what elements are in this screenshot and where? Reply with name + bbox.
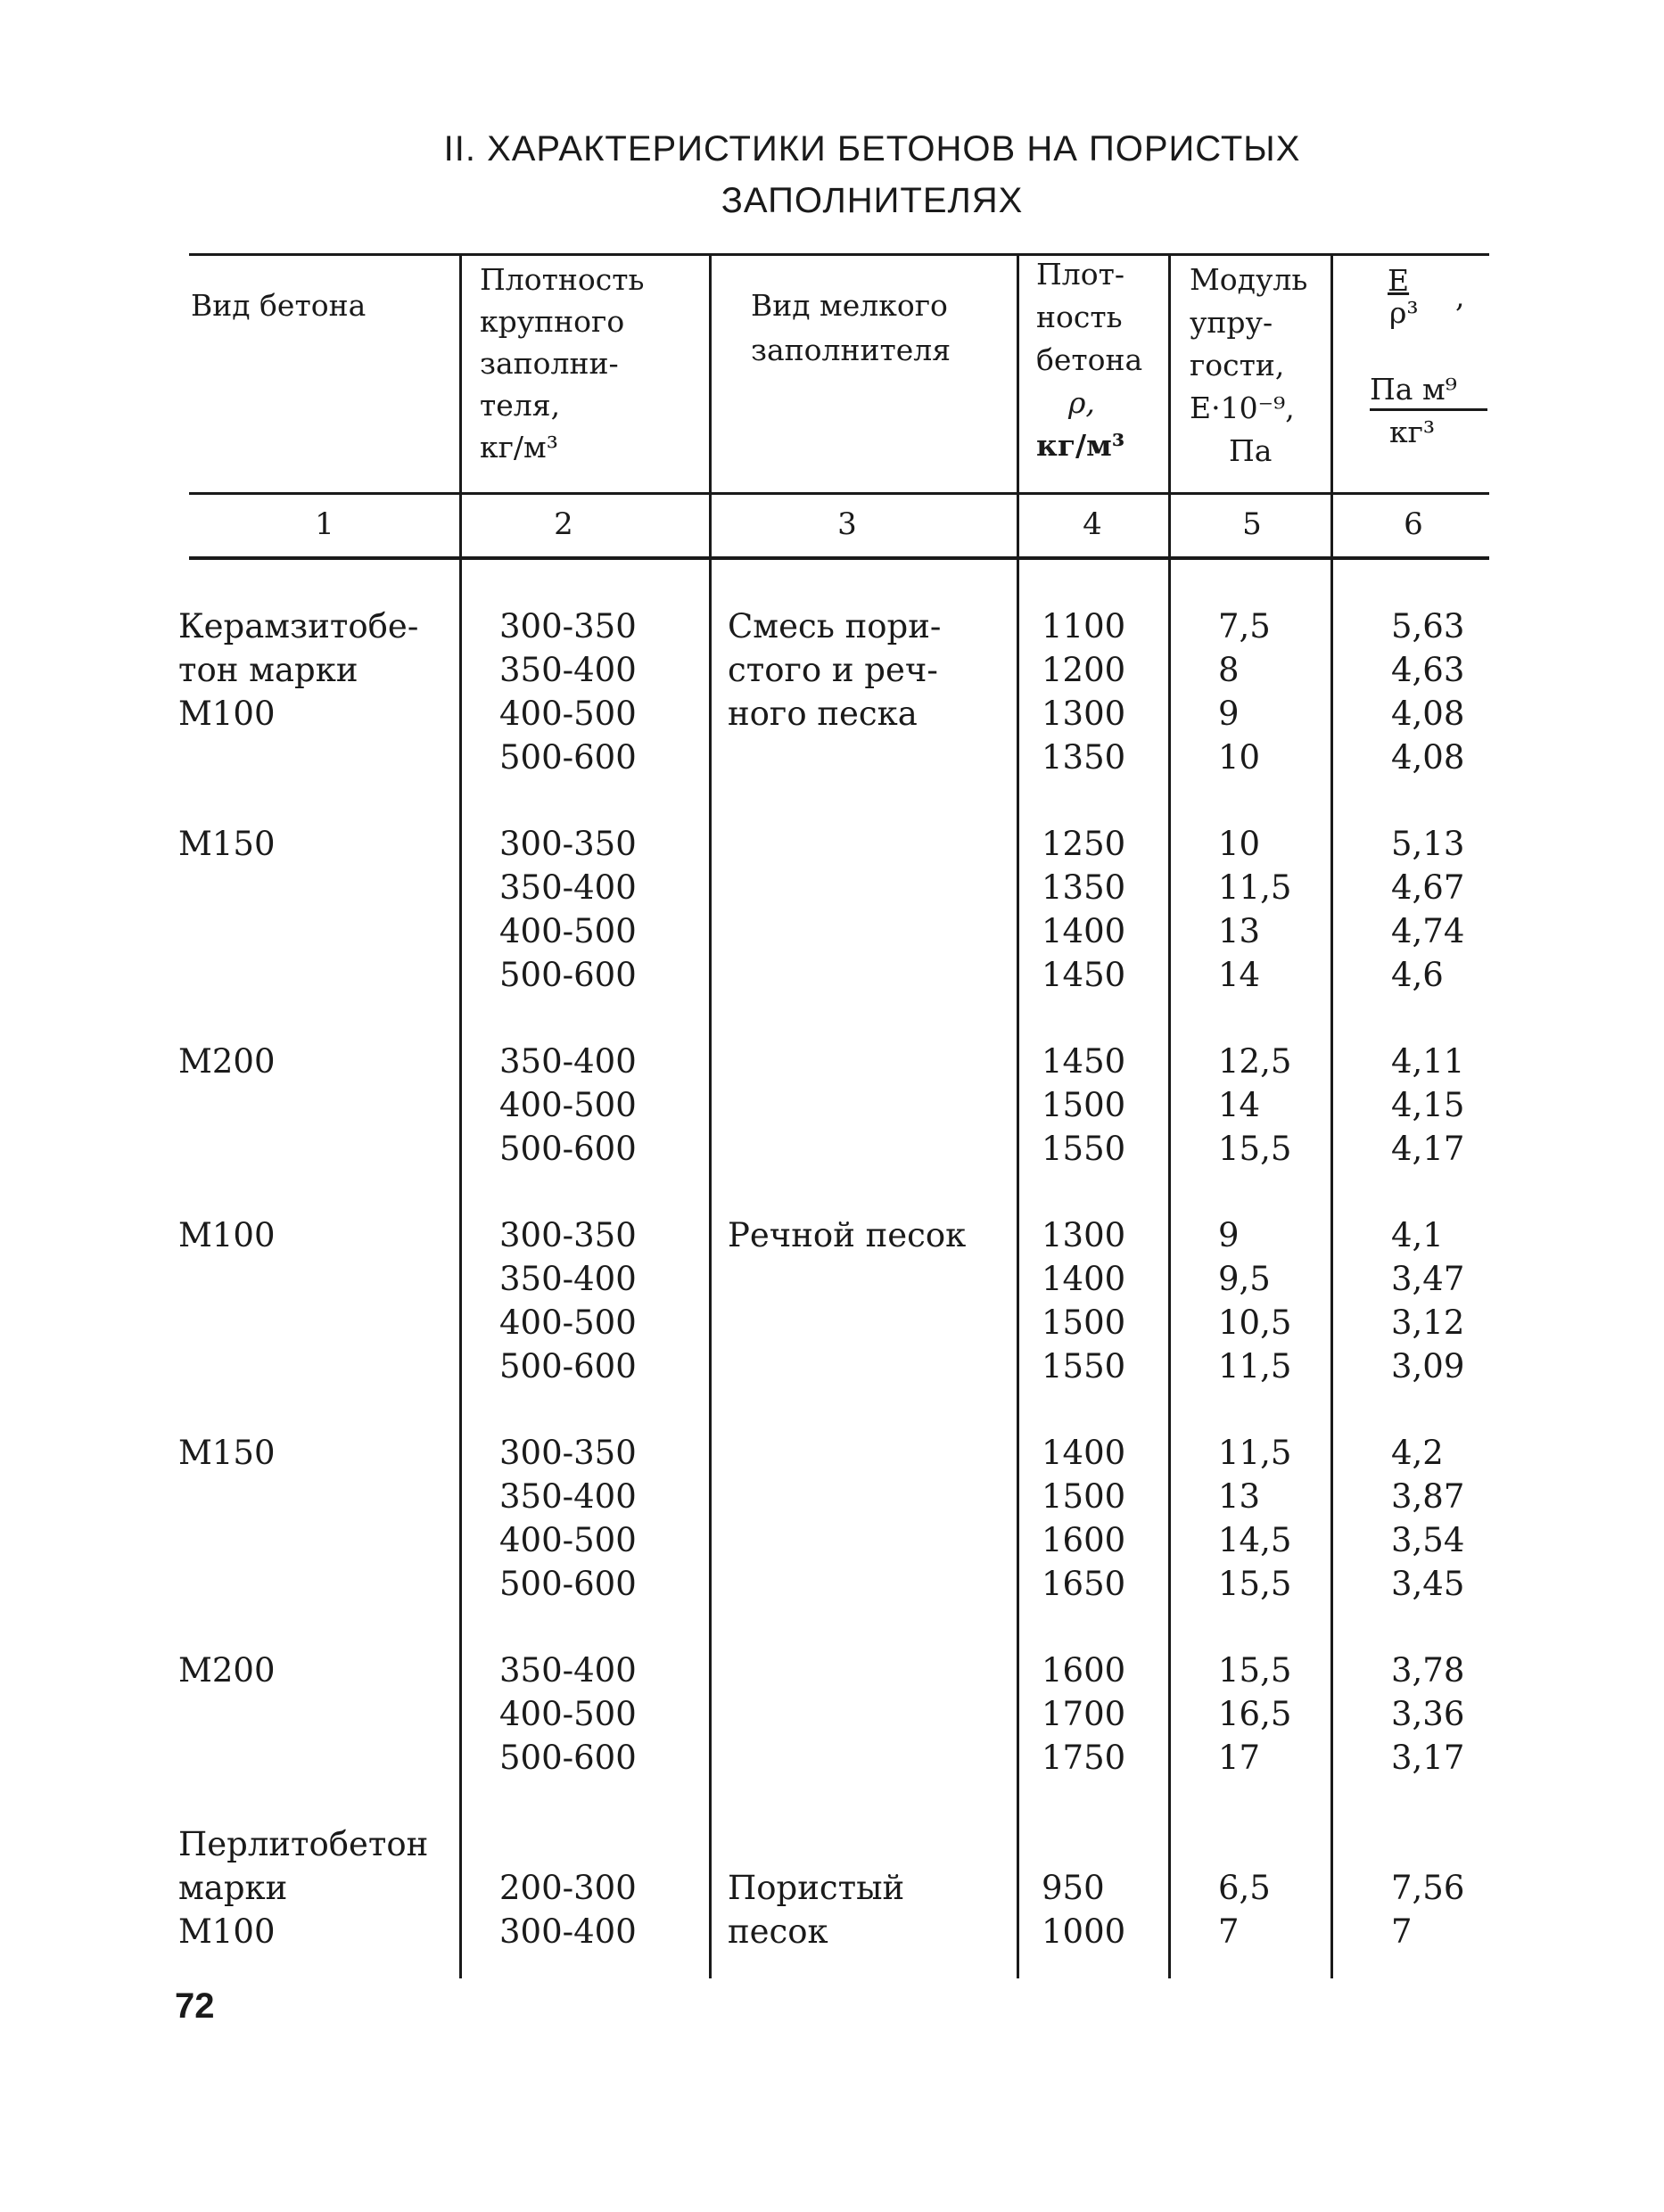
cell-ratio: 3,12: [1391, 1303, 1465, 1342]
cell-concrete-density: 1100: [1042, 607, 1126, 646]
cell-concrete-type: М150: [178, 1434, 276, 1472]
cell-elastic-modulus: 11,5: [1218, 868, 1292, 907]
cell-coarse-density: 500-600: [499, 956, 637, 994]
cell-coarse-density: 500-600: [499, 738, 637, 777]
cell-ratio: 4,11: [1391, 1042, 1465, 1081]
header-col5-line: Модуль: [1190, 262, 1308, 297]
table-row: [0, 822, 1664, 866]
header-col4: [1036, 253, 1142, 467]
column-number: 5: [1242, 506, 1262, 542]
cell-concrete-density: 1550: [1042, 1347, 1126, 1386]
title-line-1: II. ХАРАКТЕРИСТИКИ БЕТОНОВ НА ПОРИСТЫХ: [443, 129, 1301, 169]
cell-coarse-density: 500-600: [499, 1130, 637, 1168]
header-col5-line: Па: [1229, 433, 1273, 468]
table-row: [0, 604, 1664, 648]
cell-ratio: 3,36: [1391, 1695, 1465, 1733]
cell-concrete-density: 1700: [1042, 1695, 1126, 1733]
cell-ratio: 7,56: [1391, 1869, 1465, 1907]
header-col2: [480, 259, 644, 468]
cell-concrete-type: М100: [178, 695, 276, 733]
cell-elastic-modulus: 17: [1218, 1739, 1261, 1777]
cell-ratio: 3,78: [1391, 1651, 1465, 1690]
header-col4-line: бетона: [1036, 342, 1143, 377]
cell-fine-aggregate: песок: [728, 1912, 828, 1951]
cell-concrete-density: 1400: [1042, 1260, 1126, 1298]
cell-coarse-density: 300-350: [499, 607, 637, 646]
cell-ratio: 4,63: [1391, 651, 1465, 689]
numbers-bottom-rule: [189, 556, 1489, 560]
table-row: [0, 1822, 1664, 1866]
header-col5-line: упру-: [1190, 305, 1273, 340]
cell-concrete-density: 1500: [1042, 1086, 1126, 1124]
cell-coarse-density: 350-400: [499, 1477, 637, 1516]
cell-elastic-modulus: 9,5: [1218, 1260, 1271, 1298]
cell-coarse-density: 400-500: [499, 695, 637, 733]
cell-coarse-density: 200-300: [499, 1869, 637, 1907]
column-number: 2: [554, 506, 573, 542]
table-row: [0, 953, 1664, 997]
cell-fine-aggregate: ного песка: [728, 695, 918, 733]
table-row: [0, 1127, 1664, 1171]
table-row: [0, 1475, 1664, 1518]
header-col4-line: ρ,: [1068, 385, 1095, 420]
cell-concrete-density: 1250: [1042, 825, 1126, 863]
header-bottom-rule: [189, 492, 1489, 495]
table-row: [0, 1910, 1664, 1953]
cell-concrete-density: 1650: [1042, 1565, 1126, 1603]
header-col5-line: гости,: [1190, 348, 1285, 382]
cell-ratio: 4,08: [1391, 695, 1465, 733]
header-col2-line: кг/м³: [480, 430, 558, 465]
cell-elastic-modulus: 8: [1218, 651, 1240, 689]
cell-concrete-density: 1400: [1042, 1434, 1126, 1472]
cell-concrete-type: М200: [178, 1651, 276, 1690]
header-col3-line: Вид мелкого: [751, 288, 948, 323]
table-row: [0, 1040, 1664, 1083]
cell-fine-aggregate: Пористый: [728, 1869, 905, 1907]
cell-coarse-density: 500-600: [499, 1565, 637, 1603]
header-col4-line: Плот-: [1036, 257, 1125, 292]
cell-concrete-type: М150: [178, 825, 276, 863]
cell-ratio: 4,74: [1391, 912, 1465, 950]
cell-elastic-modulus: 15,5: [1218, 1565, 1292, 1603]
cell-ratio: 5,13: [1391, 825, 1465, 863]
cell-ratio: 7: [1391, 1912, 1413, 1951]
cell-elastic-modulus: 7: [1218, 1912, 1240, 1951]
cell-concrete-density: 1500: [1042, 1303, 1126, 1342]
cell-coarse-density: 300-350: [499, 1216, 637, 1254]
cell-coarse-density: 400-500: [499, 912, 637, 950]
cell-concrete-density: 1400: [1042, 912, 1126, 950]
cell-coarse-density: 400-500: [499, 1086, 637, 1124]
cell-concrete-type: М100: [178, 1216, 276, 1254]
table-row: [0, 1649, 1664, 1692]
cell-coarse-density: 400-500: [499, 1695, 637, 1733]
cell-concrete-type: Керамзитобе-: [178, 607, 419, 646]
cell-elastic-modulus: 12,5: [1218, 1042, 1292, 1081]
table-row: [0, 692, 1664, 736]
cell-coarse-density: 400-500: [499, 1303, 637, 1342]
cell-elastic-modulus: 14: [1218, 1086, 1261, 1124]
table-row: [0, 1692, 1664, 1736]
cell-elastic-modulus: 10: [1218, 825, 1261, 863]
header-col2-line: крупного: [480, 304, 625, 339]
cell-coarse-density: 350-400: [499, 651, 637, 689]
column-number: 1: [315, 506, 334, 542]
cell-concrete-type: тон марки: [178, 651, 358, 689]
cell-fine-aggregate: стого и реч-: [728, 651, 938, 689]
header-col2-line: заполни-: [480, 346, 619, 381]
cell-concrete-density: 1300: [1042, 1216, 1126, 1254]
cell-ratio: 4,08: [1391, 738, 1465, 777]
cell-ratio: 4,6: [1391, 956, 1444, 994]
header-col1: [191, 284, 366, 328]
cell-coarse-density: 300-350: [499, 825, 637, 863]
table-row: [0, 1866, 1664, 1910]
page-title: [0, 123, 1664, 226]
table-row: [0, 909, 1664, 953]
cell-coarse-density: 500-600: [499, 1739, 637, 1777]
header-col2-line: теля,: [480, 388, 561, 423]
cell-elastic-modulus: 13: [1218, 912, 1261, 950]
header-col5-line: E·10⁻⁹,: [1190, 391, 1295, 425]
cell-concrete-density: 950: [1042, 1869, 1105, 1907]
cell-elastic-modulus: 6,5: [1218, 1869, 1271, 1907]
cell-concrete-type: М200: [178, 1042, 276, 1081]
table-row: [0, 1301, 1664, 1344]
cell-concrete-density: 1300: [1042, 695, 1126, 733]
cell-coarse-density: 350-400: [499, 1042, 637, 1081]
cell-coarse-density: 350-400: [499, 1260, 637, 1298]
cell-ratio: 4,1: [1391, 1216, 1444, 1254]
cell-elastic-modulus: 9: [1218, 695, 1240, 733]
table-top-rule: [189, 253, 1489, 256]
table-row: [0, 866, 1664, 909]
table-row: [0, 736, 1664, 779]
cell-concrete-density: 1350: [1042, 868, 1126, 907]
header-col6-unit-denominator: кг³: [1389, 415, 1436, 449]
cell-fine-aggregate: Смесь пори-: [728, 607, 942, 646]
cell-concrete-density: 1600: [1042, 1651, 1126, 1690]
cell-concrete-type: М100: [178, 1912, 276, 1951]
cell-concrete-type: Перлитобетон: [178, 1825, 429, 1863]
cell-ratio: 3,45: [1391, 1565, 1465, 1603]
cell-concrete-density: 1750: [1042, 1739, 1126, 1777]
cell-elastic-modulus: 14: [1218, 956, 1261, 994]
cell-elastic-modulus: 16,5: [1218, 1695, 1292, 1733]
cell-coarse-density: 350-400: [499, 868, 637, 907]
cell-ratio: 5,63: [1391, 607, 1465, 646]
cell-coarse-density: 300-350: [499, 1434, 637, 1472]
header-col1-line: Вид бетона: [191, 288, 367, 323]
table-row: [0, 1257, 1664, 1301]
title-line-2: ЗАПОЛНИТЕЛЯХ: [721, 181, 1024, 220]
table-row: [0, 1431, 1664, 1475]
cell-concrete-density: 1550: [1042, 1130, 1126, 1168]
cell-concrete-density: 1450: [1042, 956, 1126, 994]
cell-ratio: 3,54: [1391, 1521, 1465, 1559]
table-row: [0, 1736, 1664, 1780]
cell-ratio: 4,17: [1391, 1130, 1465, 1168]
cell-ratio: 3,47: [1391, 1260, 1465, 1298]
cell-ratio: 4,15: [1391, 1086, 1465, 1124]
header-col2-line: Плотность: [480, 262, 645, 297]
header-col6-unit-numerator: Па м⁹: [1370, 372, 1457, 407]
cell-concrete-density: 1000: [1042, 1912, 1126, 1951]
cell-coarse-density: 350-400: [499, 1651, 637, 1690]
table-row: [0, 1344, 1664, 1388]
cell-concrete-density: 1600: [1042, 1521, 1126, 1559]
cell-elastic-modulus: 15,5: [1218, 1651, 1292, 1690]
header-col3-line: заполнителя: [751, 333, 951, 367]
cell-coarse-density: 400-500: [499, 1521, 637, 1559]
cell-concrete-density: 1350: [1042, 738, 1126, 777]
column-number: 6: [1404, 506, 1423, 542]
table-row: [0, 1518, 1664, 1562]
page-number: 72: [175, 1986, 215, 2026]
cell-coarse-density: 300-400: [499, 1912, 637, 1951]
cell-concrete-density: 1450: [1042, 1042, 1126, 1081]
cell-concrete-density: 1200: [1042, 651, 1126, 689]
cell-fine-aggregate: Речной песок: [728, 1216, 967, 1254]
cell-elastic-modulus: 10: [1218, 738, 1261, 777]
cell-concrete-density: 1500: [1042, 1477, 1126, 1516]
column-number: 4: [1083, 506, 1102, 542]
cell-elastic-modulus: 11,5: [1218, 1434, 1292, 1472]
table-row: [0, 1562, 1664, 1606]
cell-elastic-modulus: 7,5: [1218, 607, 1271, 646]
header-col4-line: кг/м³: [1036, 428, 1125, 463]
cell-ratio: 4,2: [1391, 1434, 1444, 1472]
cell-concrete-type: марки: [178, 1869, 288, 1907]
header-col6-denominator: ρ³: [1389, 295, 1419, 330]
column-number: 3: [837, 506, 857, 542]
table-row: [0, 1213, 1664, 1257]
cell-elastic-modulus: 9: [1218, 1216, 1240, 1254]
header-col4-line: ность: [1036, 300, 1123, 334]
cell-ratio: 3,09: [1391, 1347, 1465, 1386]
cell-elastic-modulus: 13: [1218, 1477, 1261, 1516]
cell-elastic-modulus: 14,5: [1218, 1521, 1292, 1559]
header-col6-comma: ,: [1455, 279, 1465, 314]
header-col3: [751, 284, 951, 373]
table-row: [0, 648, 1664, 692]
cell-elastic-modulus: 11,5: [1218, 1347, 1292, 1386]
header-col5: [1190, 259, 1307, 473]
cell-elastic-modulus: 15,5: [1218, 1130, 1292, 1168]
cell-ratio: 4,67: [1391, 868, 1465, 907]
table-row: [0, 1083, 1664, 1127]
cell-coarse-density: 500-600: [499, 1347, 637, 1386]
header-col6-numerator: E: [1388, 263, 1410, 298]
cell-ratio: 3,17: [1391, 1739, 1465, 1777]
cell-ratio: 3,87: [1391, 1477, 1465, 1516]
cell-elastic-modulus: 10,5: [1218, 1303, 1292, 1342]
